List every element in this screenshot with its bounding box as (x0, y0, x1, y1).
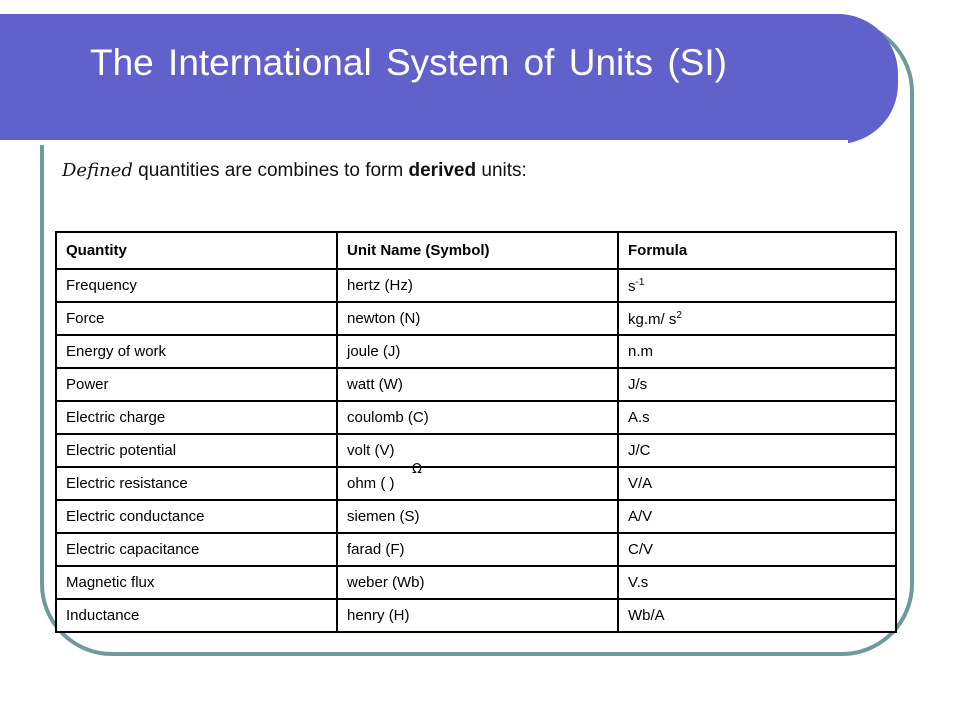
cell-formula (618, 401, 896, 434)
cell-formula (618, 500, 896, 533)
table-row (56, 302, 896, 335)
cell-formula (618, 434, 896, 467)
cell-quantity: Magnetic flux (56, 566, 337, 599)
table-row (56, 467, 896, 500)
header-quantity: Quantity (56, 232, 337, 269)
table-row (56, 533, 896, 566)
table-header-row (56, 232, 896, 269)
subtitle-text-2: units: (476, 160, 527, 181)
formula-text: Wb/A (628, 607, 665, 624)
cell-unit-name: watt (W) (337, 368, 618, 401)
header-formula: Formula (618, 232, 896, 269)
subtitle-bold-word: derived (408, 160, 477, 181)
formula-text: V.s (628, 574, 649, 591)
formula-text: s (628, 277, 636, 295)
formula-text: J/C (628, 442, 651, 459)
subtitle-text-1: quantities are combines to form (132, 160, 409, 181)
title-underline (0, 140, 848, 145)
formula-text: A/V (628, 508, 653, 525)
table-row (56, 269, 896, 302)
cell-formula (618, 302, 896, 335)
cell-formula (618, 467, 896, 500)
cell-unit-name: newton (N) (337, 302, 618, 335)
formula-text: V/A (628, 475, 653, 492)
table-row (56, 401, 896, 434)
ohm-symbol: Ω (412, 462, 422, 477)
table-row (56, 368, 896, 401)
cell-unit-name: henry (H) (337, 599, 618, 632)
cell-formula (618, 335, 896, 368)
cell-formula (618, 269, 896, 302)
slide-subtitle (62, 160, 527, 182)
cell-formula (618, 599, 896, 632)
formula-text: n.m (628, 343, 654, 360)
table-row (56, 566, 896, 599)
cell-quantity: Inductance (56, 599, 337, 632)
table-row (56, 434, 896, 467)
formula-exponent: 2 (676, 309, 682, 321)
cell-unit-name: ohm ( ) (337, 467, 618, 500)
subtitle-italic-word: Defined (62, 160, 133, 181)
formula-exponent: -1 (635, 276, 645, 288)
cell-quantity: Energy of work (56, 335, 337, 368)
cell-formula (618, 566, 896, 599)
si-units-table (55, 231, 897, 633)
cell-unit-name: hertz (Hz) (337, 269, 618, 302)
cell-quantity: Frequency (56, 269, 337, 302)
slide-title: The International System of Units (SI) (90, 42, 727, 83)
formula-text: kg.m/ s (628, 310, 677, 328)
cell-quantity: Electric resistance (56, 467, 337, 500)
cell-quantity: Force (56, 302, 337, 335)
header-unit-name: Unit Name (Symbol) (337, 232, 618, 269)
table-row (56, 335, 896, 368)
cell-quantity: Electric conductance (56, 500, 337, 533)
cell-unit-name: weber (Wb) (337, 566, 618, 599)
cell-unit-name: farad (F) (337, 533, 618, 566)
cell-unit-name: siemen (S) (337, 500, 618, 533)
table-row (56, 500, 896, 533)
cell-quantity: Electric charge (56, 401, 337, 434)
cell-formula (618, 533, 896, 566)
table-row (56, 599, 896, 632)
cell-formula (618, 368, 896, 401)
cell-quantity: Electric potential (56, 434, 337, 467)
cell-unit-name: coulomb (C) (337, 401, 618, 434)
cell-unit-name: joule (J) (337, 335, 618, 368)
formula-text: J/s (628, 376, 648, 393)
formula-text: A.s (628, 409, 650, 426)
formula-text: C/V (628, 541, 654, 558)
cell-quantity: Power (56, 368, 337, 401)
cell-unit-name: volt (V) (337, 434, 618, 467)
cell-quantity: Electric capacitance (56, 533, 337, 566)
